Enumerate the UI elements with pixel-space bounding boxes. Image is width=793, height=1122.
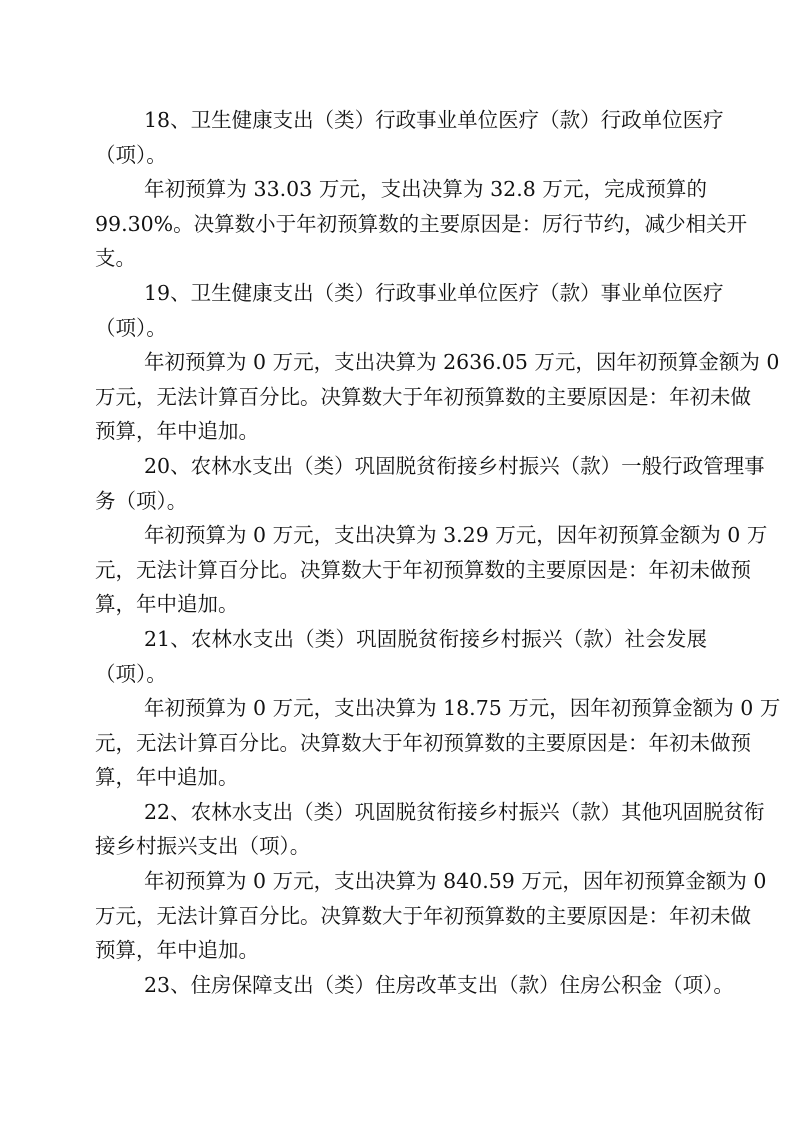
paragraph bbox=[95, 518, 768, 622]
text-line: 务（项）。 bbox=[95, 488, 188, 513]
text-line: 19、卫生健康支出（类）行政事业单位医疗（款）事业单位医疗 bbox=[144, 280, 724, 305]
text-line: 预算，年中追加。 bbox=[95, 938, 259, 963]
paragraph bbox=[95, 103, 724, 172]
text-line: 年初预算为 0 万元，支出决算为 3.29 万元，因年初预算金额为 0 万 bbox=[144, 523, 768, 548]
text-line: 21、农林水支出（类）巩固脱贫衔接乡村振兴（款）社会发展 bbox=[144, 626, 707, 651]
text-line: 算，年中追加。 bbox=[95, 765, 239, 790]
text-line: 23、住房保障支出（类）住房改革支出（款）住房公积金（项）。 bbox=[144, 972, 734, 997]
text-line: 年初预算为 0 万元，支出决算为 18.75 万元，因年初预算金额为 0 万 bbox=[144, 696, 781, 721]
text-line: 接乡村振兴支出（项）。 bbox=[95, 834, 311, 859]
paragraph bbox=[95, 449, 765, 518]
paragraph bbox=[95, 276, 724, 345]
text-line: 99.30%。决算数小于年初预算数的主要原因是：厉行节约，减少相关开 bbox=[95, 211, 748, 236]
text-line: 元，无法计算百分比。决算数大于年初预算数的主要原因是：年初未做预 bbox=[95, 557, 751, 582]
text-line: 元，无法计算百分比。决算数大于年初预算数的主要原因是：年初未做预 bbox=[95, 730, 751, 755]
paragraph bbox=[95, 968, 734, 1003]
text-line: 18、卫生健康支出（类）行政事业单位医疗（款）行政单位医疗 bbox=[144, 108, 724, 132]
text-line: 年初预算为 0 万元，支出决算为 840.59 万元，因年初预算金额为 0 bbox=[144, 869, 767, 894]
paragraph bbox=[95, 172, 748, 276]
text-line: 万元，无法计算百分比。决算数大于年初预算数的主要原因是：年初未做 bbox=[95, 903, 751, 928]
text-line: 支。 bbox=[95, 246, 136, 271]
text-line: （项）。 bbox=[95, 142, 167, 167]
text-line: （项）。 bbox=[95, 661, 167, 686]
text-line: 万元，无法计算百分比。决算数大于年初预算数的主要原因是：年初未做 bbox=[95, 384, 751, 409]
text-line: 算，年中追加。 bbox=[95, 592, 239, 617]
paragraph bbox=[95, 864, 767, 968]
paragraph bbox=[95, 622, 707, 691]
text-line: （项）。 bbox=[95, 315, 167, 340]
text-line: 年初预算为 33.03 万元，支出决算为 32.8 万元，完成预算的 bbox=[144, 177, 707, 202]
paragraph bbox=[95, 345, 780, 449]
paragraph bbox=[95, 691, 781, 795]
text-line: 22、农林水支出（类）巩固脱贫衔接乡村振兴（款）其他巩固脱贫衔 bbox=[144, 799, 765, 824]
paragraph bbox=[95, 795, 765, 864]
document-body bbox=[95, 103, 781, 1002]
text-line: 年初预算为 0 万元，支出决算为 2636.05 万元，因年初预算金额为 0 bbox=[144, 350, 780, 375]
text-line: 20、农林水支出（类）巩固脱贫衔接乡村振兴（款）一般行政管理事 bbox=[144, 453, 765, 478]
text-line: 预算，年中追加。 bbox=[95, 419, 259, 444]
